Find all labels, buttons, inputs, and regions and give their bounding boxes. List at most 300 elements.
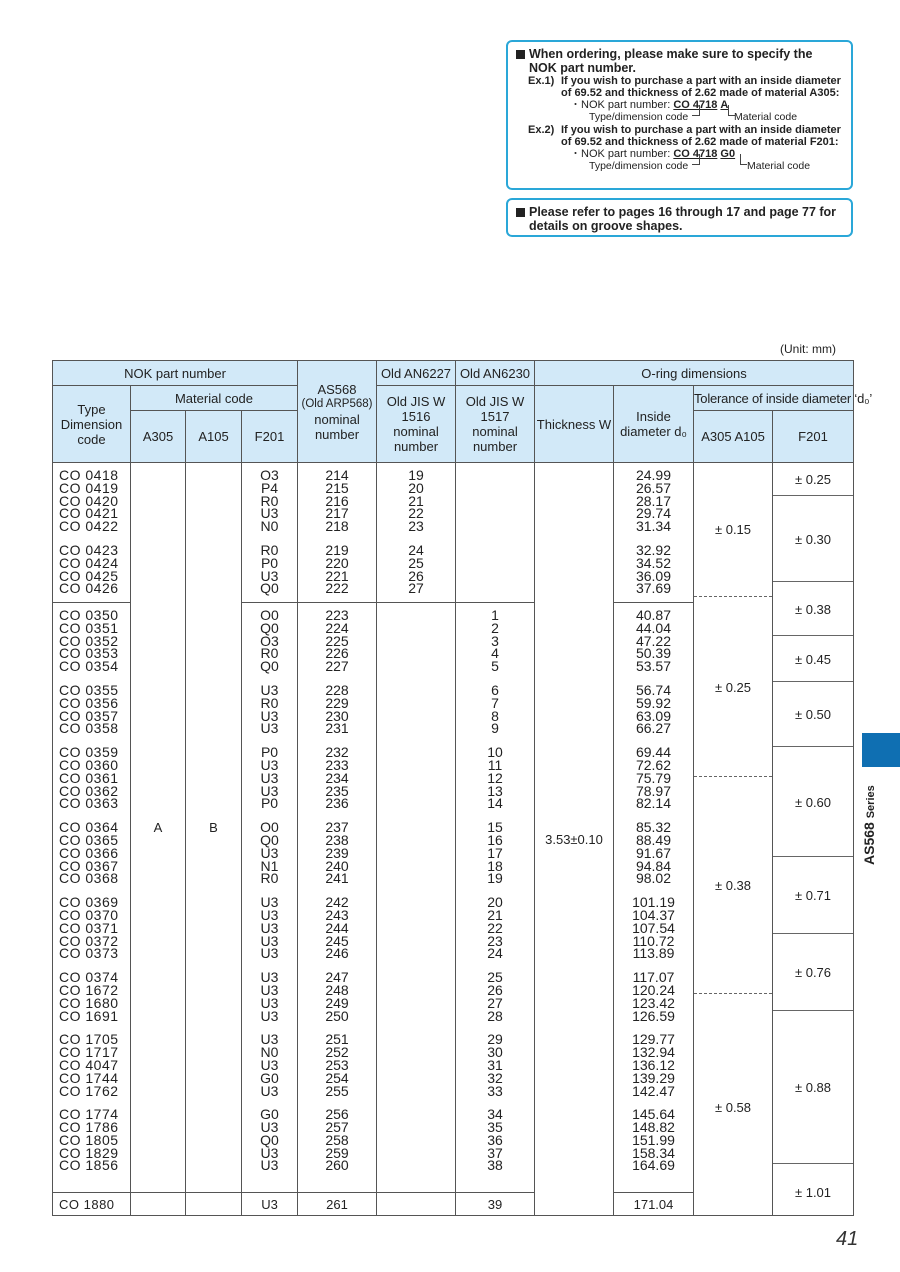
cell-value: U3 — [260, 994, 279, 1011]
jis1517-group-1 — [456, 463, 535, 603]
cell-value: CO 0374 — [59, 969, 119, 986]
f201-codes-group-1 — [242, 463, 298, 603]
cell-value: 254 — [325, 1069, 349, 1086]
cell-value: U3 — [260, 1031, 279, 1048]
cell-value: 228 — [325, 681, 349, 698]
cell-value: CO 0367 — [59, 857, 119, 874]
cell-value: 148.82 — [632, 1119, 675, 1136]
jis1516-group-2 — [377, 603, 456, 1193]
cell-value: 110.72 — [632, 932, 675, 949]
cell-value: 22 — [487, 919, 503, 936]
cell-value: 88.49 — [635, 831, 672, 848]
cell-value — [456, 480, 534, 491]
cell-value: U3 — [260, 1119, 279, 1136]
cell-value: 101.19 — [632, 894, 675, 911]
cell-value: U3 — [260, 844, 279, 861]
cell-value: 247 — [325, 969, 349, 986]
tolerance-f-band: ± 0.60 — [773, 746, 853, 857]
cell-value: 59.92 — [635, 694, 672, 711]
cell-value: CO 0421 — [59, 505, 119, 522]
cell-value: U3 — [260, 567, 279, 584]
cell-value: 107.54 — [632, 919, 675, 936]
cell-value: 252 — [325, 1044, 349, 1061]
cell-value: 24 — [408, 541, 424, 558]
unit-label: (Unit: mm) — [780, 342, 836, 356]
cell-value: O0 — [260, 607, 279, 623]
cell-value: 26.57 — [635, 479, 672, 496]
cell-value: 12 — [487, 769, 503, 786]
cell-value: 4 — [491, 645, 499, 662]
cell-value: 98.02 — [635, 870, 672, 887]
cell-value: CO 0366 — [59, 844, 119, 861]
example-2: Ex.2) If you wish to purchase a part with an inside diameter of 69.52 and thickness of 2.62 made of material F201: — [528, 124, 841, 148]
example-1-code-legend: Type/dimension code Material code — [516, 111, 843, 124]
tolerance-a-band: ± 0.25 — [694, 596, 772, 777]
cell-value: CO 0372 — [59, 932, 119, 949]
cell-value: 237 — [325, 819, 349, 836]
example-2-part-number: ・NOK part number: CO 4718 G0 — [570, 148, 736, 160]
cell-value: 17 — [487, 844, 503, 861]
cell-value: 30 — [487, 1044, 503, 1061]
cell-value: CO 0352 — [59, 632, 119, 649]
cell-value: R0 — [260, 694, 279, 711]
type-codes-group-1 — [53, 463, 131, 603]
cell-value: U3 — [260, 769, 279, 786]
cell-value: U3 — [260, 894, 279, 911]
cell-value: 25 — [487, 969, 503, 986]
cell-value — [456, 546, 534, 557]
cell-value: 8 — [491, 707, 499, 724]
cell-value: CO 0418 — [59, 467, 119, 483]
tolerance-f-band: ± 0.25 — [794, 471, 832, 487]
tolerance-f-band: ± 0.76 — [773, 933, 853, 1011]
cell-value: 226 — [325, 645, 349, 662]
cell-value: 32.92 — [635, 541, 672, 558]
material-a305: A — [131, 463, 186, 1193]
as568-group-2 — [298, 603, 377, 1193]
cell-value: CO 0354 — [59, 658, 119, 675]
cell-value: 220 — [325, 554, 349, 571]
cell-value: P4 — [260, 479, 279, 496]
tolerance-f-band: ± 0.71 — [773, 856, 853, 934]
cell-value: CO 0361 — [59, 769, 119, 786]
cell-value: 28.17 — [635, 492, 672, 509]
cell-value: 223 — [325, 607, 349, 623]
header-tol-a305-a105: A305 A105 — [694, 411, 773, 463]
cell-value: 66.27 — [635, 720, 672, 737]
cell-value: Q0 — [260, 831, 279, 848]
header-a105: A105 — [186, 411, 242, 463]
cell-value: 37 — [487, 1144, 503, 1161]
header-thickness: Thickness W — [535, 386, 614, 463]
example-1: Ex.1) If you wish to purchase a part with an inside diameter of 69.52 and thickness of 2.62 made of material A305: — [528, 75, 841, 99]
cell-value: 24.99 — [635, 467, 672, 483]
cell-value: 158.34 — [632, 1144, 675, 1161]
cell-value: 29.74 — [635, 505, 672, 522]
cell-value: 253 — [325, 1056, 349, 1073]
cell-value: U3 — [260, 1007, 279, 1024]
tolerance-f-band: ± 0.88 — [773, 1010, 853, 1164]
cell-value: 3 — [491, 632, 499, 649]
cell-value: 47.22 — [635, 632, 672, 649]
header-tol-f201: F201 — [773, 411, 854, 463]
cell-value: 256 — [325, 1106, 349, 1123]
jis1517-group-2 — [456, 603, 535, 1193]
cell-value: 29 — [487, 1031, 503, 1048]
cell-value: 120.24 — [632, 981, 675, 998]
cell-value: 9 — [491, 720, 499, 737]
cell-value: 241 — [325, 870, 349, 887]
last-type-code: CO 1880 — [53, 1193, 131, 1216]
cell-value: CO 0373 — [59, 945, 119, 962]
ordering-note — [506, 40, 853, 190]
cell-value: 250 — [325, 1007, 349, 1024]
cell-value: CO 0422 — [59, 518, 119, 535]
cell-value: 78.97 — [635, 782, 672, 799]
inside-group-2 — [614, 603, 694, 1193]
cell-value: U3 — [260, 919, 279, 936]
header-f201: F201 — [242, 411, 298, 463]
cell-value: 21 — [408, 492, 424, 509]
cell-value: CO 1744 — [59, 1069, 119, 1086]
cell-value: O0 — [260, 819, 279, 836]
material-a105: B — [186, 463, 242, 1193]
cell-value — [456, 491, 534, 502]
header-material-code: Material code — [131, 386, 298, 411]
cell-value: 229 — [325, 694, 349, 711]
header-as568: AS568 (Old ARP568) nominal number — [298, 361, 377, 463]
cell-value: 230 — [325, 707, 349, 724]
header-jis-w1516: Old JIS W 1516 nominal number — [377, 386, 456, 463]
as568-group-1 — [298, 463, 377, 603]
cell-value: 260 — [325, 1157, 349, 1174]
cell-value: 63.09 — [635, 707, 672, 724]
cell-value: 259 — [325, 1144, 349, 1161]
example-1-part-number: ・NOK part number: CO 4718 A — [570, 99, 729, 111]
cell-value: 15 — [487, 819, 503, 836]
cell-value: 238 — [325, 831, 349, 848]
cell-value — [456, 535, 534, 546]
cell-value: CO 0364 — [59, 819, 119, 836]
cell-value: U3 — [260, 707, 279, 724]
cell-value: N1 — [260, 857, 279, 874]
header-jis-w1517: Old JIS W 1517 nominal number — [456, 386, 535, 463]
cell-value: 117.07 — [632, 969, 675, 986]
cell-value: Q0 — [260, 619, 279, 636]
cell-value: CO 1705 — [59, 1031, 119, 1048]
cell-value: CO 0357 — [59, 707, 119, 724]
cell-value: CO 1786 — [59, 1119, 119, 1136]
header-inside-diameter: Inside diameter d₀ — [614, 386, 694, 463]
cell-value: CO 0359 — [59, 744, 119, 761]
tolerance-f-column — [773, 463, 854, 1216]
tolerance-f-band: ± 0.45 — [773, 635, 853, 682]
header-tolerance: Tolerance of inside diameter ‘d₀’ — [694, 386, 854, 411]
cell-value: CO 0423 — [59, 541, 119, 558]
cell-value: 236 — [325, 795, 349, 812]
cell-value: 44.04 — [635, 619, 672, 636]
cell-value: CO 0426 — [59, 580, 119, 597]
cell-value: 113.89 — [632, 945, 675, 962]
cell-value: 225 — [325, 632, 349, 649]
f201-codes-group-2 — [242, 603, 298, 1193]
cell-value: R0 — [260, 541, 279, 558]
cell-value: G0 — [260, 1106, 279, 1123]
cell-value: 26 — [408, 567, 424, 584]
cell-value: CO 0371 — [59, 919, 119, 936]
cell-value: CO 1774 — [59, 1106, 119, 1123]
cell-value: CO 0368 — [59, 870, 119, 887]
tolerance-a-column — [694, 463, 773, 1216]
cell-value: U3 — [260, 906, 279, 923]
cell-value — [456, 568, 534, 579]
cell-value: P0 — [260, 795, 279, 812]
cell-value: 129.77 — [632, 1031, 675, 1048]
cell-value: G0 — [260, 1069, 279, 1086]
cell-value: 36 — [487, 1131, 503, 1148]
cell-value: Q0 — [260, 1131, 279, 1148]
cell-value: CO 0370 — [59, 906, 119, 923]
side-series-label: AS568 Series — [861, 785, 877, 865]
cell-value: 34.52 — [635, 554, 672, 571]
cell-value: 214 — [325, 467, 349, 483]
cell-value: 258 — [325, 1131, 349, 1148]
cell-value: 142.47 — [632, 1082, 675, 1099]
cell-value: N0 — [260, 1044, 279, 1061]
tolerance-f-band: ± 1.01 — [773, 1163, 853, 1220]
cell-value: 33 — [487, 1082, 503, 1099]
cell-value: 246 — [325, 945, 349, 962]
cell-value: 132.94 — [632, 1044, 675, 1061]
cell-value: 151.99 — [632, 1131, 675, 1148]
cell-value: 26 — [487, 981, 503, 998]
cell-value: 69.44 — [635, 744, 672, 761]
cell-value: 23 — [487, 932, 503, 949]
last-as568: 261 — [298, 1193, 377, 1216]
cell-value: CO 0353 — [59, 645, 119, 662]
cell-value — [456, 502, 534, 513]
cell-value: 139.29 — [632, 1069, 675, 1086]
cell-value: 82.14 — [635, 795, 672, 812]
cell-value: 31.34 — [635, 518, 672, 535]
cell-value: U3 — [260, 969, 279, 986]
cell-value: 34 — [487, 1106, 503, 1123]
cell-value: 248 — [325, 981, 349, 998]
cell-value: 21 — [487, 906, 503, 923]
cell-value: 239 — [325, 844, 349, 861]
cell-value: 25 — [408, 554, 424, 571]
groove-note-text: Please refer to pages 16 through 17 and page 77 for details on groove shapes. — [516, 205, 843, 233]
cell-value: 255 — [325, 1082, 349, 1099]
cell-value: CO 0350 — [59, 607, 119, 623]
cell-value: 53.57 — [635, 658, 672, 675]
cell-value: 36.09 — [635, 567, 672, 584]
cell-value — [456, 524, 534, 535]
cell-value: 7 — [491, 694, 499, 711]
cell-value: CO 1829 — [59, 1144, 119, 1161]
cell-value: U3 — [260, 756, 279, 773]
tolerance-f-band: ± 0.38 — [773, 581, 853, 636]
header-nok-part-number: NOK part number — [53, 361, 298, 386]
cell-value: 13 — [487, 782, 503, 799]
cell-value: U3 — [260, 720, 279, 737]
cell-value: CO 0355 — [59, 681, 119, 698]
cell-value: 126.59 — [632, 1007, 675, 1024]
cell-value: 50.39 — [635, 645, 672, 662]
cell-value: 216 — [325, 492, 349, 509]
last-jis1517: 39 — [456, 1193, 535, 1216]
cell-value: 37.69 — [635, 580, 672, 597]
header-oring-dimensions: O-ring dimensions — [535, 361, 854, 386]
cell-value: CO 0358 — [59, 720, 119, 737]
cell-value: 243 — [325, 906, 349, 923]
cell-value: 10 — [487, 744, 503, 761]
cell-value: 40.87 — [635, 607, 672, 623]
cell-value — [456, 557, 534, 568]
cell-value — [456, 513, 534, 524]
cell-value: R0 — [260, 645, 279, 662]
cell-value: 14 — [487, 795, 503, 812]
cell-value: 215 — [325, 479, 349, 496]
tolerance-a-band: ± 0.38 — [694, 776, 772, 994]
tolerance-f-band: ± 0.30 — [773, 495, 853, 582]
cell-value: CO 1805 — [59, 1131, 119, 1148]
jis1516-group-1 — [377, 463, 456, 603]
cell-value: CO 0419 — [59, 479, 119, 496]
cell-value: CO 0363 — [59, 795, 119, 812]
cell-value: 234 — [325, 769, 349, 786]
cell-value: 56.74 — [635, 681, 672, 698]
cell-value: CO 0360 — [59, 756, 119, 773]
cell-value: 22 — [408, 505, 424, 522]
cell-value: 6 — [491, 681, 499, 698]
cell-value: CO 0424 — [59, 554, 119, 571]
cell-value: 217 — [325, 505, 349, 522]
cell-value: 23 — [408, 518, 424, 535]
cell-value: 85.32 — [635, 819, 672, 836]
cell-value: 227 — [325, 658, 349, 675]
cell-value: 218 — [325, 518, 349, 535]
cell-value: 249 — [325, 994, 349, 1011]
cell-value: CO 0356 — [59, 694, 119, 711]
cell-value: 219 — [325, 541, 349, 558]
cell-value: 91.67 — [635, 844, 672, 861]
cell-value: Q0 — [260, 658, 279, 675]
cell-value: 20 — [487, 894, 503, 911]
cell-value: U3 — [260, 1144, 279, 1161]
header-old-an6230: Old AN6230 — [456, 361, 535, 386]
cell-value: CO 0369 — [59, 894, 119, 911]
cell-value: U3 — [260, 932, 279, 949]
cell-value: 1 — [491, 607, 499, 623]
cell-value: 18 — [487, 857, 503, 874]
groove-note — [506, 198, 853, 237]
cell-value: 244 — [325, 919, 349, 936]
cell-value: 2 — [491, 619, 499, 636]
cell-value: 28 — [487, 1007, 503, 1024]
cell-value: U3 — [260, 505, 279, 522]
cell-value: 19 — [408, 467, 424, 483]
cell-value: U3 — [260, 681, 279, 698]
example-2-code-legend: Type/dimension code Material code — [516, 160, 843, 173]
cell-value: 145.64 — [632, 1106, 675, 1123]
cell-value: CO 1691 — [59, 1007, 119, 1024]
cell-value: 5 — [491, 658, 499, 675]
cell-value: 31 — [487, 1056, 503, 1073]
cell-value: CO 0362 — [59, 782, 119, 799]
cell-value: CO 1856 — [59, 1157, 119, 1174]
cell-value: P0 — [260, 744, 279, 761]
cell-value: CO 1717 — [59, 1044, 119, 1061]
type-codes-group-2 — [53, 603, 131, 1193]
cell-value: CO 0365 — [59, 831, 119, 848]
cell-value: 123.42 — [632, 994, 675, 1011]
cell-value: 136.12 — [632, 1056, 675, 1073]
cell-value: U3 — [260, 981, 279, 998]
cell-value: U3 — [260, 945, 279, 962]
header-a305: A305 — [131, 411, 186, 463]
cell-value: O3 — [260, 467, 279, 483]
cell-value: 235 — [325, 782, 349, 799]
tolerance-a-band: ± 0.15 — [714, 522, 752, 537]
cell-value: 242 — [325, 894, 349, 911]
cell-value: 245 — [325, 932, 349, 949]
inside-group-1 — [614, 463, 694, 603]
cell-value: CO 1762 — [59, 1082, 119, 1099]
cell-value: 232 — [325, 744, 349, 761]
cell-value: 27 — [487, 994, 503, 1011]
cell-value: 94.84 — [635, 857, 672, 874]
cell-value: 224 — [325, 619, 349, 636]
cell-value: 75.79 — [635, 769, 672, 786]
cell-value: 16 — [487, 831, 503, 848]
cell-value: P0 — [260, 554, 279, 571]
cell-value: N0 — [260, 518, 279, 535]
cell-value: CO 1672 — [59, 981, 119, 998]
cell-value: R0 — [260, 870, 279, 887]
ordering-note-heading: When ordering, please make sure to specify the NOK part number. — [516, 47, 843, 75]
cell-value: 11 — [487, 756, 503, 773]
page-number: 41 — [836, 1228, 859, 1250]
cell-value — [456, 469, 534, 480]
thickness-value: 3.53±0.10 — [535, 463, 614, 1216]
cell-value: 233 — [325, 756, 349, 773]
header-old-an6227: Old AN6227 — [377, 361, 456, 386]
tolerance-f-band: ± 0.50 — [773, 681, 853, 747]
cell-value: CO 0351 — [59, 619, 119, 636]
cell-value: U3 — [260, 1082, 279, 1099]
cell-value: 164.69 — [632, 1157, 675, 1174]
cell-value: 24 — [487, 945, 503, 962]
cell-value: Q0 — [260, 580, 279, 597]
cell-value: 231 — [325, 720, 349, 737]
cell-value: CO 4047 — [59, 1056, 119, 1073]
cell-value: R0 — [260, 492, 279, 509]
cell-value: U3 — [260, 782, 279, 799]
cell-value: 19 — [487, 870, 503, 887]
cell-value: CO 0420 — [59, 492, 119, 509]
cell-value: 20 — [408, 479, 424, 496]
cell-value: 35 — [487, 1119, 503, 1136]
cell-value: U3 — [260, 1056, 279, 1073]
cell-value: 38 — [487, 1157, 503, 1174]
cell-value: 240 — [325, 857, 349, 874]
cell-value: 104.37 — [632, 906, 675, 923]
cell-value: 27 — [408, 580, 424, 597]
cell-value: 72.62 — [635, 756, 672, 773]
last-inside: 171.04 — [614, 1193, 694, 1216]
last-f201: U3 — [242, 1193, 298, 1216]
